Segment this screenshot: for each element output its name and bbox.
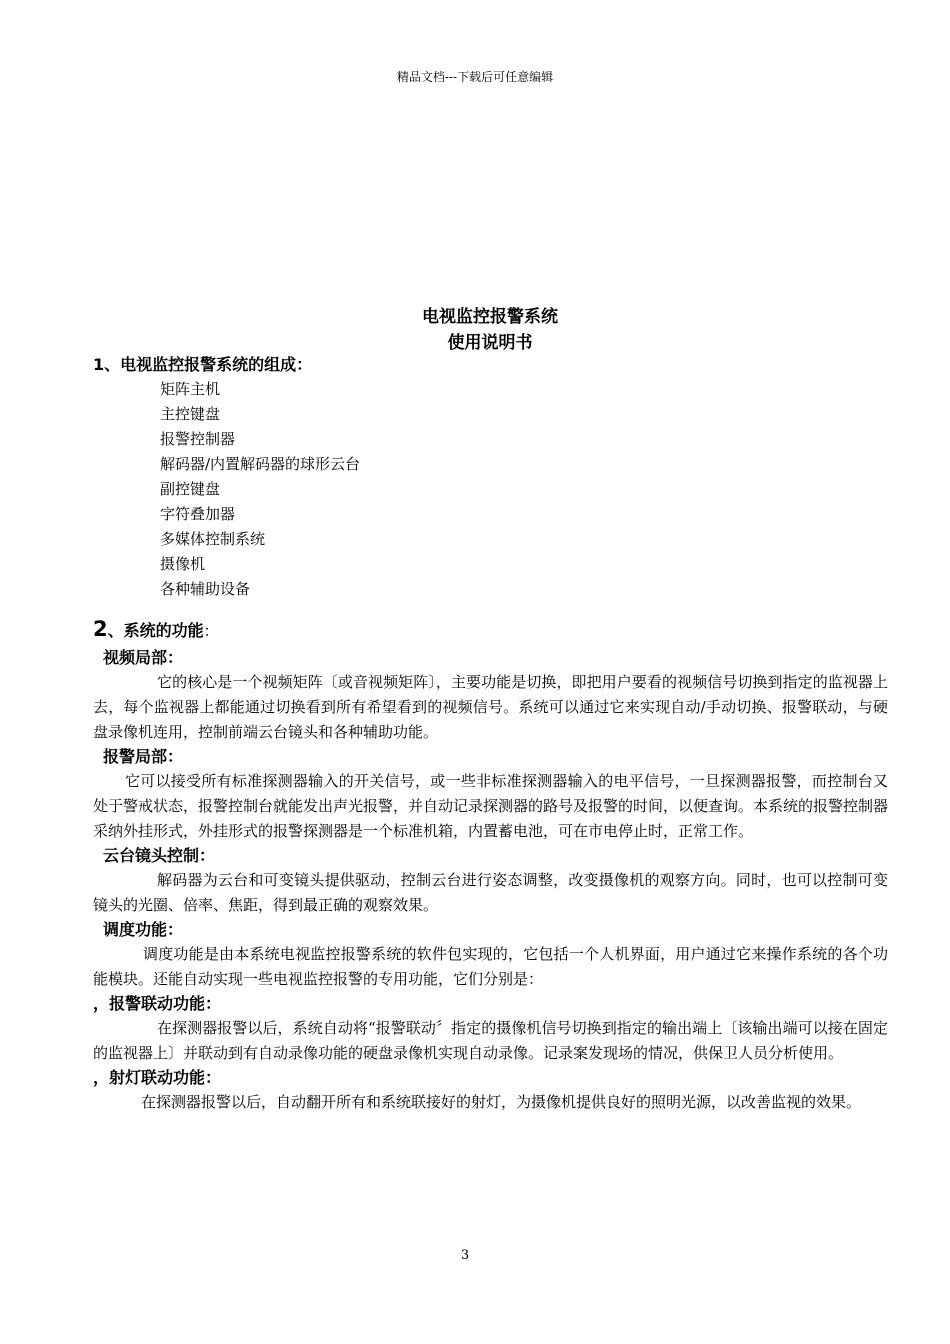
document-body [93, 352, 888, 1115]
list-item: 多媒体控制系统 [160, 530, 266, 548]
alarm-heading: 报警局部： [103, 747, 184, 766]
dispatch-paragraph: 调度功能是由本系统电视监控报警系统的软件包实现的，它包括一个人机界面，用户通过它来操作系统的各个功能模块。还能自动实现一些电视监控报警的专用功能，它们分别是： [93, 945, 888, 988]
light-link-heading: ，射灯联动功能： [93, 1068, 222, 1087]
video-heading: 视频局部： [103, 648, 184, 667]
list-item: 摄像机 [160, 555, 206, 573]
list-item: 副控键盘 [160, 480, 221, 498]
ptz-paragraph: 解码器为云台和可变镜头提供驱动，控制云台进行姿态调整，改变摄像机的观察方向。同时，也可以控制可变镜头的光圈、倍率、焦距，得到最正确的观察效果。 [93, 871, 888, 914]
list-item: 矩阵主机 [160, 380, 221, 398]
section2-colon: ： [203, 622, 219, 640]
section2-heading [93, 612, 888, 646]
alarm-paragraph: 它可以接受所有标准探测器输入的开关信号，或一些非标准探测器输入的电平信号，一旦探测器报警，而控制台又处于警戒状态，报警控制台就能发出声光报警，并自动记录探测器的路号及报警的时间，以便查询。本系统的报警控制器采纳外挂形式，外挂形式的报警探测器是一个标准机箱，内置蓄电池，可在市电停止时，正常工作。 [93, 772, 889, 840]
light-link-paragraph: 在探测器报警以后，自动翻开所有和系统联接好的射灯，为摄像机提供良好的照明光源，以改善监视的效果。 [141, 1093, 862, 1111]
header-note: 精品文档---下载后可任意编辑 [396, 70, 554, 84]
list-item: 解码器/内置解码器的球形云台 [160, 455, 361, 473]
section2-number: 2 [93, 617, 108, 641]
section1-heading: 1、电视监控报警系统的组成： [93, 355, 313, 374]
document-subtitle: 使用说明书 [447, 333, 533, 353]
dispatch-heading: 调度功能： [103, 920, 184, 939]
page-number: 3 [460, 1248, 470, 1263]
video-paragraph: 它的核心是一个视频矩阵〔或音视频矩阵〕，主要功能是切换，即把用户要看的视频信号切换到指定的监视器上去，每个监视器上都能通过切换看到所有希望看到的视频信号。系统可以通过它来实现自动/手动切换、报警联动，与硬盘录像机连用，控制前端云台镜头和各种辅助功能。 [93, 673, 888, 741]
list-item: 各种辅助设备 [160, 580, 251, 598]
alarm-link-paragraph: 在探测器报警以后，系统自动将“报警联动〞指定的摄像机信号切换到指定的输出端上〔该输出端可以接在固定的监视器上〕并联动到有自动录像功能的硬盘录像机实现自动录像。记录案发现场的情况，供保卫人员分析使用。 [93, 1019, 888, 1062]
section2-title: 、系统的功能 [107, 621, 204, 640]
document-title: 电视监控报警系统 [422, 307, 558, 327]
components-list [93, 377, 888, 602]
ptz-heading: 云台镜头控制： [103, 846, 216, 865]
list-item: 主控键盘 [160, 405, 221, 423]
list-item: 字符叠加器 [160, 505, 236, 523]
alarm-link-heading: ，报警联动功能： [93, 994, 222, 1013]
list-item: 报警控制器 [160, 430, 236, 448]
